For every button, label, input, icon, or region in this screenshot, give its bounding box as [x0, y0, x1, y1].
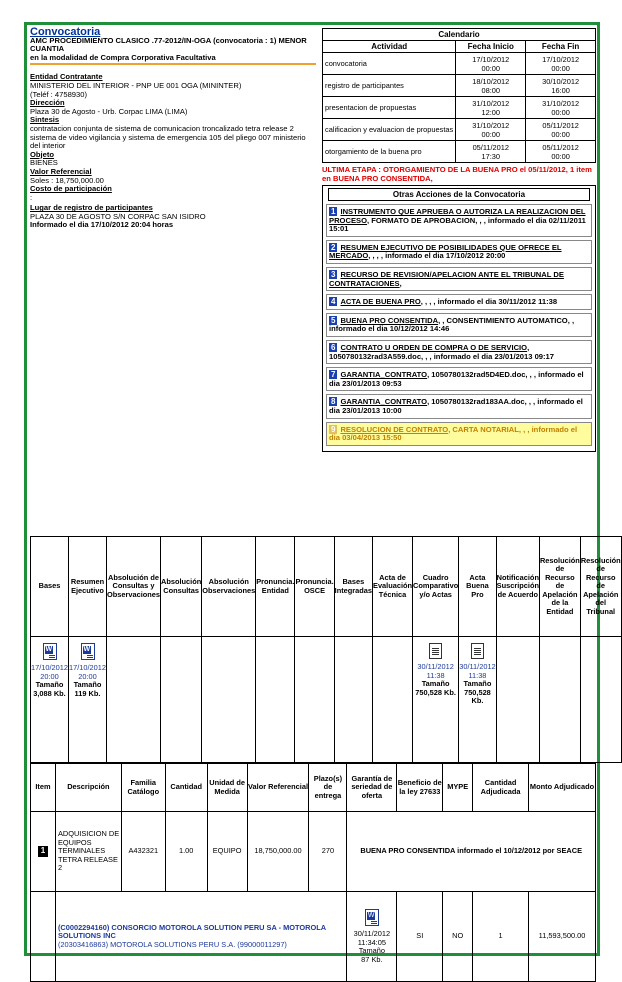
top-section — [30, 28, 594, 538]
orange-separator — [30, 63, 316, 65]
col-fecha-inicio: Fecha Inicio — [456, 41, 526, 53]
accion-link[interactable]: RESOLUCION DE CONTRATO — [340, 424, 449, 434]
items-col-header: Unidad de Medida — [207, 764, 247, 812]
procedimiento-line1: AMC PROCEDIMIENTO CLASICO .77-2012/IN-OGA (convocatoria : 1) MENOR CUANTIA — [30, 35, 307, 54]
valor-label: Valor Referencial — [30, 166, 92, 176]
convocatoria-title: Convocatoria — [30, 26, 101, 38]
items-col-header: Beneficio de la ley 27633 — [397, 764, 443, 812]
consorcio-name[interactable]: (C0002294160) CONSORCIO MOTOROLA SOLUTION PERU SA - MOTOROLA SOLUTIONS INC — [57, 922, 326, 941]
objeto-label: Objeto — [30, 149, 55, 159]
col-fecha-fin: Fecha Fin — [526, 41, 596, 53]
doc-col-header: Resumen Ejecutivo — [69, 537, 107, 637]
accion-number: 7 — [331, 370, 336, 380]
beneficio-value: SI — [397, 892, 443, 982]
accion-number: 6 — [331, 342, 336, 352]
mype-value: NO — [443, 892, 473, 982]
adjudicado-row — [31, 892, 596, 982]
calendario-row: otorgamiento de la buena pro 05/11/2012 17:30 05/11/2012 00:00 — [323, 141, 596, 163]
items-col-header: Garantía de seriedad de oferta — [347, 764, 397, 812]
accion-link[interactable]: RECURSO DE REVISION/APELACION ANTE EL TRIBUNAL DE CONTRATACIONES — [329, 269, 564, 288]
documents-table — [30, 536, 622, 763]
items-section — [30, 763, 596, 982]
item-description: ADQUISICION DE EQUIPOS TERMINALES TETRA RELEASE 2 — [55, 812, 121, 892]
doc-col-header: Bases Integradas — [334, 537, 372, 637]
right-column — [322, 28, 596, 452]
items-col-header: Monto Adjudicado — [529, 764, 596, 812]
informado-text: Informado el dia 17/10/2012 20:04 horas — [30, 220, 174, 230]
accion-number: 2 — [331, 242, 336, 252]
items-col-header: Cantidad — [165, 764, 207, 812]
doc-col-header: Pronuncia. Entidad — [256, 537, 295, 637]
page-frame — [24, 22, 621, 964]
accion-number: 8 — [331, 397, 336, 407]
accion-item: 8 GARANTIA_CONTRATO, 1050780132rad183AA.doc, , , informado el dia 23/01/2013 10:00 — [326, 394, 592, 418]
costo-label: Costo de participación — [30, 184, 112, 194]
accion-item-highlighted: 9 RESOLUCION DE CONTRATO, CARTA NOTARIAL, , , informado el dia 03/04/2013 15:50 — [326, 422, 592, 446]
consorcio-miembro: (20303416863) MOTOROLA SOLUTIONS PERU S.A. (99000011297) — [57, 939, 287, 949]
file-date: 17/10/2012 20:00 — [31, 663, 68, 681]
items-col-header: Plazo(s) de entrega — [309, 764, 347, 812]
item-familia: A432321 — [121, 812, 165, 892]
doc-col-header: Absolución Observaciones — [202, 537, 256, 637]
cantidad-adjudicada: 1 — [473, 892, 529, 982]
items-col-header: Item — [31, 764, 56, 812]
accion-link[interactable]: CONTRATO U ORDEN DE COMPRA O DE SERVICIO — [340, 342, 528, 352]
accion-link[interactable]: GARANTIA_CONTRATO — [340, 370, 428, 380]
file-size: 750,528 Kb. — [464, 687, 491, 706]
items-col-header: MYPE — [443, 764, 473, 812]
sintesis-value: contratacion conjunta de sistema de comunicacion troncalizado tetra release 2 sistema de video vigilancia y sistema de emergencia 105 del pliego 007 ministerio del interior — [30, 123, 306, 151]
doc-col-header: Notificación Suscripción de Acuerdo — [496, 537, 539, 637]
word-document-icon[interactable] — [43, 643, 57, 660]
resumen-cell: W 17/10/2012 20:00 Tamaño 119 Kb. — [69, 637, 107, 763]
item-valor: 18,750,000.00 — [247, 812, 309, 892]
accion-number: 5 — [331, 315, 336, 325]
item-cantidad: 1.00 — [165, 812, 207, 892]
accion-item: 1 INSTRUMENTO QUE APRUEBA O AUTORIZA LA REALIZACION DEL PROCESO, FORMATO DE APROBACION, , , informado el dia 02/11/2011 15:01 — [326, 204, 592, 237]
telefono: (Teléf : 4758930) — [30, 89, 87, 99]
documents-section — [30, 536, 621, 763]
adjudicado-info — [55, 892, 346, 982]
accion-link[interactable]: GARANTIA_CONTRATO — [340, 397, 428, 407]
item-number: 1 — [38, 846, 48, 857]
lugar-label: Lugar de registro de participantes — [30, 203, 153, 213]
accion-number: 4 — [331, 297, 336, 307]
file-size: 3,088 Kb. — [33, 688, 66, 698]
procedimiento-line2: en la modalidad de Compra Corporativa Facultativa — [30, 52, 216, 62]
accion-item: 4 ACTA DE BUENA PRO, , , , informado el dia 30/11/2012 11:38 — [326, 294, 592, 310]
accion-link[interactable]: ACTA DE BUENA PRO — [340, 297, 421, 307]
file-date: 17/10/2012 20:00 — [69, 663, 106, 681]
doc-col-header: Acta Buena Pro — [459, 537, 496, 637]
doc-col-header: Resolución de Recurso de Apelación del Tribunal — [580, 537, 621, 637]
file-date: 30/11/2012 11:34:05 — [353, 929, 391, 947]
accion-item: 5 BUENA PRO CONSENTIDA, , CONSENTIMIENTO AUTOMATICO, , informado el dia 10/12/2012 14:46 — [326, 313, 592, 337]
doc-col-header: Resolución de Recurso de Apelación de la Entidad — [539, 537, 580, 637]
doc-col-header: Absolución de Consultas y Observaciones — [107, 537, 161, 637]
accion-item: 7 GARANTIA_CONTRATO, 1050780132rad5D4ED.doc, , , informado el dia 23/01/2013 09:53 — [326, 367, 592, 391]
garantia-cell: W 30/11/2012 11:34:05 Tamaño 87 Kb. — [347, 892, 397, 982]
acta-cell: 30/11/2012 11:38 Tamaño 750,528 Kb. — [459, 637, 496, 763]
accion-number: 9 — [331, 424, 336, 434]
accion-number: 1 — [331, 207, 336, 216]
document-icon[interactable] — [429, 643, 442, 659]
file-size: 750,528 Kb. — [415, 687, 456, 697]
accion-link[interactable]: INSTRUMENTO QUE APRUEBA O AUTORIZA LA REALIZACION DEL PROCESO — [329, 207, 586, 225]
direccion-label: Dirección — [30, 98, 65, 108]
word-document-icon[interactable] — [365, 909, 379, 926]
col-actividad: Actividad — [323, 41, 456, 53]
entidad-label: Entidad Contratante — [30, 72, 103, 82]
items-col-header: Valor Referencial — [247, 764, 309, 812]
item-unidad: EQUIPO — [207, 812, 247, 892]
item-row — [31, 812, 596, 892]
doc-col-header: Absolución Consultas — [160, 537, 201, 637]
ultima-etapa: ULTIMA ETAPA : OTORGAMIENTO DE LA BUENA PRO el 05/11/2012, 1 item en BUENA PRO CONSENTIDA, — [322, 165, 592, 183]
document-icon[interactable] — [471, 643, 484, 659]
accion-item: 2 RESUMEN EJECUTIVO DE POSIBILIDADES QUE OFRECE EL MERCADO, , , , informado el dia 17/10/2012 20:00 — [326, 240, 592, 264]
accion-link[interactable]: BUENA PRO CONSENTIDA — [340, 315, 439, 325]
otras-acciones — [322, 185, 596, 452]
valor-value: Soles : 18,750,000.00 — [30, 175, 104, 185]
accion-number: 3 — [331, 269, 336, 279]
accion-link[interactable]: RESUMEN EJECUTIVO DE POSIBILIDADES QUE OFRECE EL MERCADO — [329, 242, 562, 261]
convocatoria-info — [30, 28, 316, 230]
calendario-title: Calendario — [323, 29, 596, 41]
doc-col-header: Bases — [31, 537, 69, 637]
items-col-header: Descripción — [55, 764, 121, 812]
direccion-value: Plaza 30 de Agosto - Urb. Corpac LIMA (LIMA) — [30, 106, 188, 116]
accion-item: 3 RECURSO DE REVISION/APELACION ANTE EL TRIBUNAL DE CONTRATACIONES, — [326, 267, 592, 291]
item-plazo: 270 — [309, 812, 347, 892]
monto-adjudicado: 11,593,500.00 — [529, 892, 596, 982]
calendario-row: presentacion de propuestas 31/10/2012 12:00 31/10/2012 00:00 — [323, 97, 596, 119]
sintesis-label: Sintesis — [30, 115, 60, 125]
calendario-row: registro de participantes 18/10/2012 08:00 30/10/2012 16:00 — [323, 75, 596, 97]
item-estado: BUENA PRO CONSENTIDA informado el 10/12/2012 por SEACE — [347, 812, 596, 892]
file-date: 30/11/2012 11:38 — [459, 662, 496, 680]
word-document-icon[interactable] — [81, 643, 95, 660]
file-date: 30/11/2012 11:38 — [417, 662, 454, 680]
doc-col-header: Pronuncia. OSCE — [295, 537, 334, 637]
file-size: 87 Kb. — [361, 954, 383, 964]
calendario-row: convocatoria 17/10/2012 00:00 17/10/2012 00:00 — [323, 53, 596, 75]
lugar-value: PLAZA 30 DE AGOSTO S/N CORPAC SAN ISIDRO — [30, 211, 206, 221]
entidad-value: MINISTERIO DEL INTERIOR - PNP UE 001 OGA (MININTER) — [30, 80, 242, 90]
accion-item: 6 CONTRATO U ORDEN DE COMPRA O DE SERVICIO, 1050780132rad3A559.doc, , , informado el dia 23/01/2013 09:17 — [326, 340, 592, 364]
items-col-header: Familia Catálogo — [121, 764, 165, 812]
items-col-header: Cantidad Adjudicada — [473, 764, 529, 812]
calendario-table — [322, 28, 596, 163]
cuadro-cell: 30/11/2012 11:38 Tamaño 750,528 Kb. — [413, 637, 459, 763]
items-table — [30, 763, 596, 982]
doc-col-header: Cuadro Comparativo y/o Actas — [413, 537, 459, 637]
file-size: 119 Kb. — [74, 688, 101, 698]
calendario-row: calificacion y evaluacion de propuestas 31/10/2012 00:00 05/11/2012 00:00 — [323, 119, 596, 141]
objeto-value: BIENES — [30, 158, 58, 168]
doc-col-header: Acta de Evaluación Técnica — [373, 537, 413, 637]
costo-value: : — [30, 192, 33, 202]
acciones-title: Otras Acciones de la Convocatoria — [328, 188, 590, 201]
bases-cell: W 17/10/2012 20:00 Tamaño 3,088 Kb. — [31, 637, 69, 763]
